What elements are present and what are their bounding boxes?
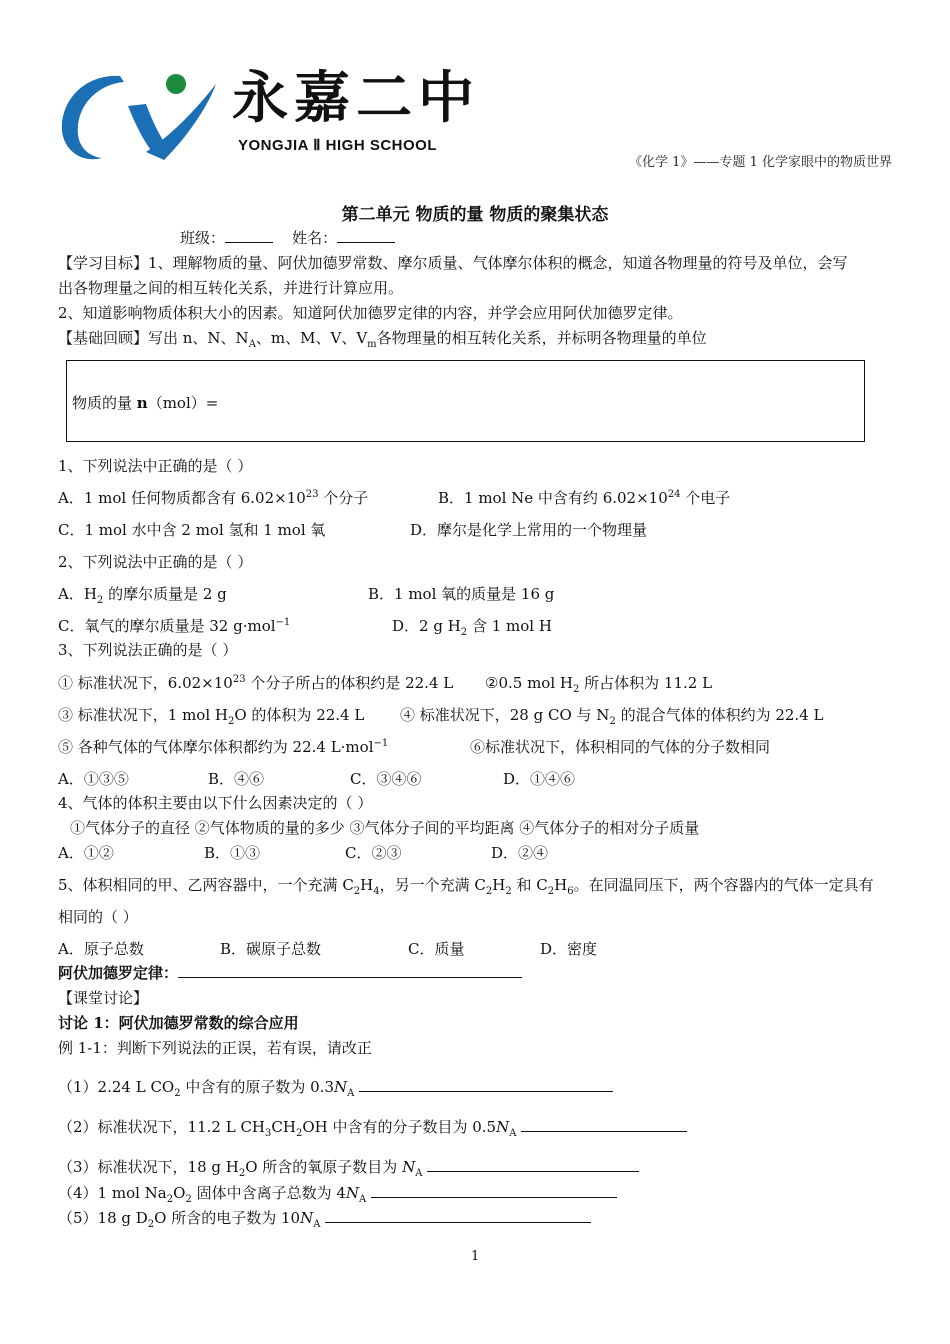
q2-option-a: A．$H_2$ 的摩尔质量是 2 g [58,585,227,606]
item-3: （3）标准状况下，18 g $H_2O$ 所含的氧原子数目为 $N_A$ [58,1156,639,1179]
q1-option-b: B．1 mol Ne 中含有约 $6.02\times 10^{24}$ 个电子 [438,489,731,507]
q2-option-d: D．2 g $H_2$ 含 1 mol H [392,617,552,638]
q5-option-b: B．碳原子总数 [220,940,322,958]
item-4: （4）1 mol $Na_2O_2$ 固体中含离子总数为 $4N_A$ [58,1182,617,1205]
class-label: 班级： [180,229,226,247]
q1-option-d: D．摩尔是化学上常用的一个物理量 [410,521,648,539]
q5-stem-line-2: 相同的（ ） [58,908,138,926]
q1-option-c: C．1 mol 水中含 2 mol 氢和 1 mol 氧 [58,521,326,539]
q3-statement-6: ⑥标准状况下，体积相同的气体的分子数相同 [470,738,771,756]
page-title: 第二单元 物质的量 物质的聚集状态 [341,205,609,225]
item-4-blank[interactable] [371,1183,617,1198]
q3-option-a: A．①③⑤ [58,770,129,788]
school-logo-icon [58,66,228,166]
q5-stem-line-1: 5、体积相同的甲、乙两容器中，一个充满 $C_2H_4$，另一个充满 $C_2H_2$ 和 $C_2H_6$。在同温同压下，两个容器内的气体一定具有 [58,876,874,897]
q3-option-c: C．③④⑥ [350,770,422,788]
example-1-1: 例 1-1：判断下列说法的正误，若有误，请改正 [58,1039,372,1057]
q3-option-b: B．④⑥ [208,770,265,788]
class-name-line [180,227,395,248]
name-label: 姓名： [292,229,338,247]
item-2-blank[interactable] [521,1117,687,1132]
q5-option-c: C．质量 [408,940,465,958]
q3-statement-3: ③ 标准状况下，1 mol $H_2O$ 的体积为 22.4 L [58,706,365,727]
q4-option-d: D．②④ [491,844,549,862]
q4-option-c: C．②③ [345,844,402,862]
q4-option-b: B．①③ [204,844,261,862]
page-number: 1 [471,1249,480,1264]
item-5-blank[interactable] [325,1208,591,1223]
q1-option-a: A．1 mol 任何物质都含有 $6.02\times 10^{23}$ 个分子 [58,489,369,507]
q2-stem: 2、下列说法中正确的是（ ） [58,553,253,571]
q4-option-a: A．①② [58,844,114,862]
q4-stem: 4、气体的体积主要由以下什么因素决定的（ ） [58,794,373,812]
basic-review: 【基础回顾】写出 n、N、$N_A$、m、M、V、$V_m$各物理量的相互转化关系，并标明各物理量的单位 [58,329,707,350]
discussion-1-title: 讨论 1：阿伏加德罗常数的综合应用 [58,1014,299,1032]
q2-option-b: B．1 mol 氧的质量是 16 g [368,585,555,603]
objectives-line-1: 【学习目标】1、理解物质的量、阿伏加德罗常数、摩尔质量、气体摩尔体积的概念，知道各物理量的符号及单位，会写 [58,254,848,272]
item-5: （5）18 g $D_2O$ 所含的电子数为 $10N_A$ [58,1207,591,1230]
item-3-blank[interactable] [427,1157,639,1172]
logo-english-text: YONGJIA Ⅱ HIGH SCHOOL [238,137,438,154]
discussion-header: 【课堂讨论】 [58,989,149,1007]
objectives-line-3: 2、知道影响物质体积大小的因素。知道阿伏加德罗定律的内容，并学会应用阿伏加德罗定律。 [58,304,683,322]
objectives-line-2: 出各物理量之间的相互转化关系，并进行计算应用。 [58,279,404,297]
q1-stem: 1、下列说法中正确的是（ ） [58,457,253,475]
q5-option-d: D．密度 [540,940,598,958]
item-2: （2）标准状况下，11.2 L $CH_3CH_2OH$ 中含有的分子数目为 $0.5N_A$ [58,1116,687,1139]
formula-box-label: 物质的量 n（mol）= [72,394,219,412]
name-blank[interactable] [337,228,395,243]
q3-statement-2: ②0.5 mol $H_2$ 所占体积为 11.2 L [485,674,713,695]
q2-option-c: C．氧气的摩尔质量是 32 g·mol$^{-1}$ [58,617,291,635]
course-header: 《化学 1》——专题 1 化学家眼中的物质世界 [629,155,892,170]
avogadro-law-line: 阿伏加德罗定律： [58,962,522,983]
avogadro-law-blank[interactable] [178,963,522,978]
class-blank[interactable] [225,228,273,243]
item-1: （1）2.24 L $CO_2$ 中含有的原子数为 $0.3N_A$ [58,1076,613,1099]
q4-factors: ①气体分子的直径 ②气体物质的量的多少 ③气体分子间的平均距离 ④气体分子的相对分子质量 [70,819,700,837]
logo-chinese-text: 永嘉二中 [232,65,480,131]
item-1-blank[interactable] [359,1077,613,1092]
q3-statement-5: ⑤ 各种气体的气体摩尔体积都约为 22.4 L·mol$^{-1}$ [58,738,389,756]
q3-statement-4: ④ 标准状况下，28 g CO 与 $N_2$ 的混合气体的体积约为 22.4 L [400,706,824,727]
q3-option-d: D．①④⑥ [503,770,576,788]
q5-option-a: A．原子总数 [58,940,144,958]
q3-statement-1: ① 标准状况下，$6.02\times 10^{23}$ 个分子所占的体积约是 22.4 L [58,674,454,692]
q3-stem: 3、下列说法正确的是（ ） [58,641,238,659]
